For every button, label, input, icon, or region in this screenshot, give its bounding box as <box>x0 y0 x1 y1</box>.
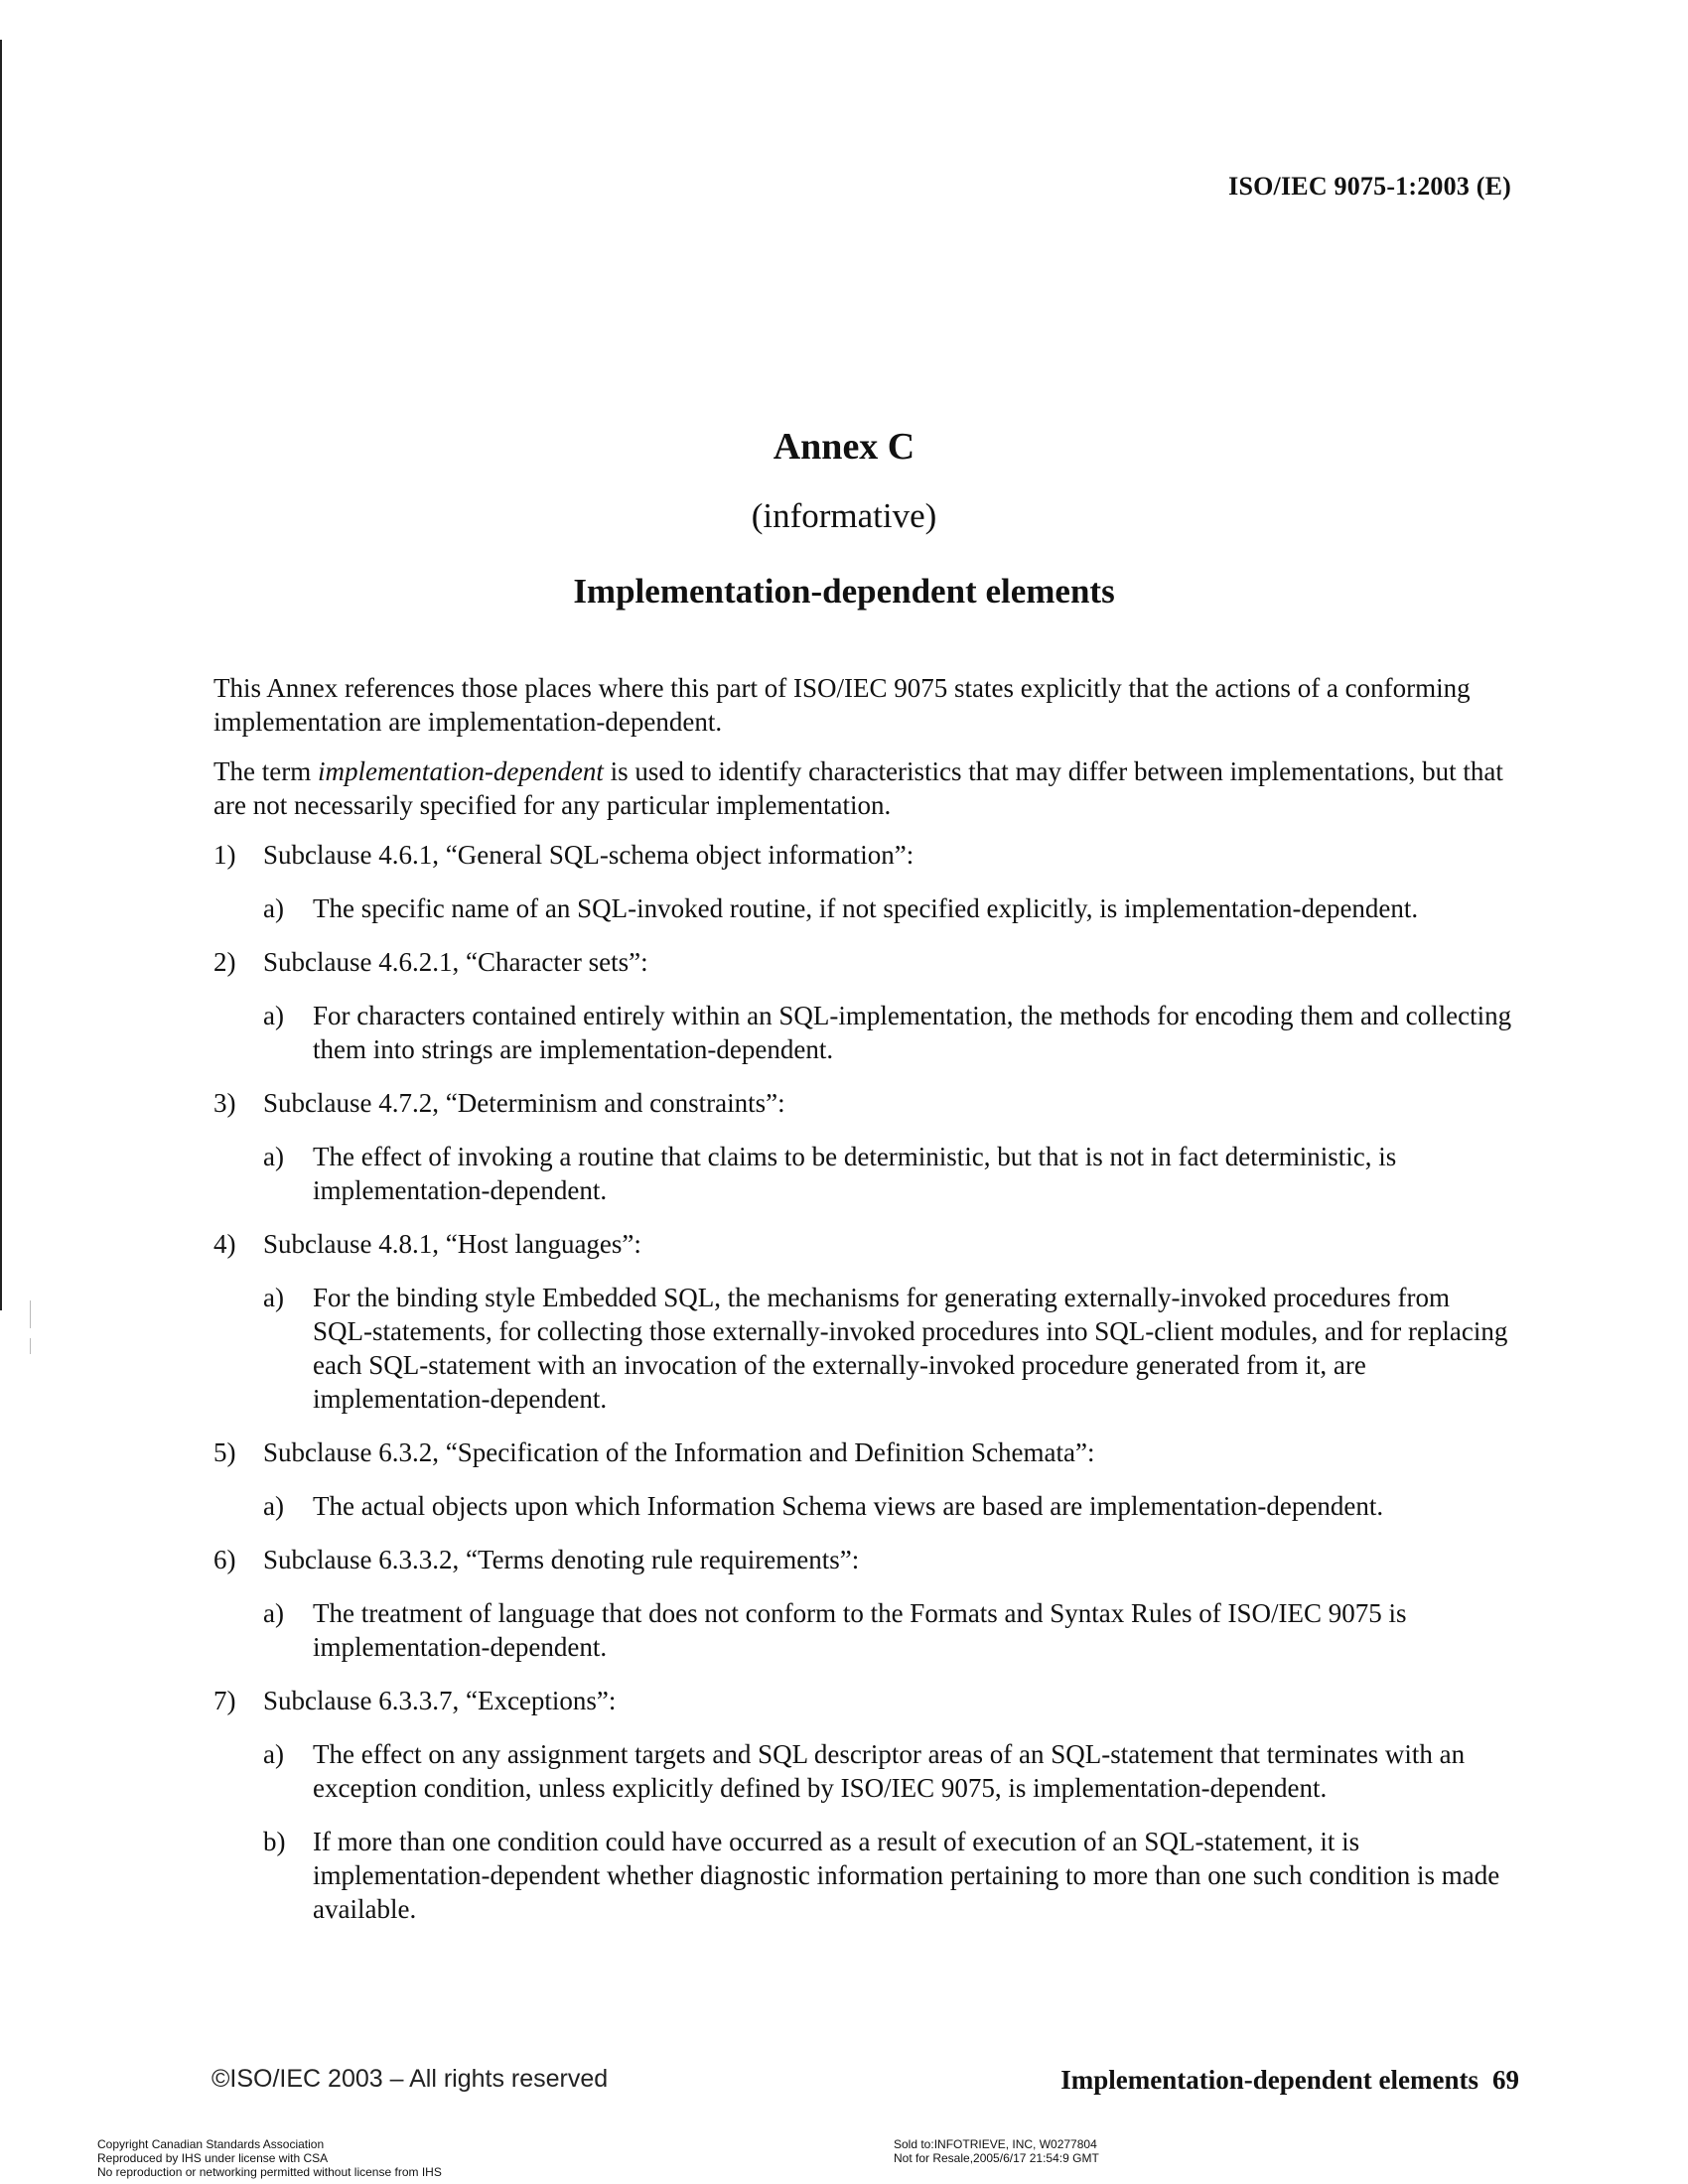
definition-paragraph <box>213 754 1514 822</box>
definition-prefix: The term <box>213 756 318 786</box>
item-text: Subclause 4.7.2, “Determinism and constraints”: <box>263 1088 785 1118</box>
document-id: ISO/IEC 9075-1:2003 (E) <box>1228 172 1511 201</box>
item-text: Subclause 4.8.1, “Host languages”: <box>263 1229 641 1259</box>
list-item <box>213 1684 1514 1717</box>
sub-item-text: The specific name of an SQL-invoked routine, if not specified explicitly, is implementation-dependent. <box>313 893 1419 923</box>
item-number: 7) <box>213 1686 236 1715</box>
list-item <box>213 1086 1514 1120</box>
sub-item-letter: b) <box>263 1827 286 1856</box>
scan-mark <box>30 1300 31 1328</box>
intro-paragraph: This Annex references those places where this part of ISO/IEC 9075 states explicitly that the actions of a conforming implementation are implementation-dependent. <box>213 673 1471 737</box>
item-text: Subclause 6.3.3.2, “Terms denoting rule requirements”: <box>263 1545 860 1574</box>
scan-mark <box>30 1338 31 1354</box>
sub-item-letter: a) <box>263 1142 284 1171</box>
sub-item-text: The treatment of language that does not conform to the Formats and Syntax Rules of ISO/IEC 9075 is implementation-dependent. <box>313 1598 1407 1662</box>
sub-item <box>213 1596 1514 1664</box>
sub-item <box>213 891 1514 925</box>
item-number: 1) <box>213 840 236 870</box>
list-item <box>213 838 1514 872</box>
annex-body <box>213 671 1514 1946</box>
item-number: 5) <box>213 1437 236 1467</box>
sub-item-letter: a) <box>263 1283 284 1312</box>
sub-item <box>213 1825 1514 1926</box>
sub-item-text: The effect on any assignment targets and SQL descriptor areas of an SQL-statement that terminates with an exception condition, unless explicitly defined by ISO/IEC 9075, is implementation-dependent. <box>313 1739 1466 1803</box>
running-footer <box>1060 2065 1519 2096</box>
sub-item-letter: a) <box>263 1739 284 1769</box>
sub-item-text: The effect of invoking a routine that claims to be deterministic, but that is not in fact deterministic, is implementation-dependent. <box>313 1142 1397 1205</box>
sale-line: Sold to:INFOTRIEVE, INC, W0277804 <box>894 2137 1097 2151</box>
list-item <box>213 1543 1514 1576</box>
item-number: 4) <box>213 1229 236 1259</box>
scan-edge-line <box>0 40 2 1310</box>
sub-item-letter: a) <box>263 1491 284 1521</box>
copyright-notice: ©ISO/IEC 2003 – All rights reserved <box>211 2065 609 2093</box>
item-text: Subclause 6.3.2, “Specification of the Information and Definition Schemata”: <box>263 1437 1095 1467</box>
license-line: Reproduced by IHS under license with CSA <box>97 2151 329 2165</box>
sub-item-text: For the binding style Embedded SQL, the mechanisms for generating externally-invoked procedures from SQL-statements, for collecting those externally-invoked procedures into SQL-client modules, and for replacing each SQL-statement with an invocation of the externally-invoked procedure generated from it, are implementation-dependent. <box>313 1283 1508 1414</box>
annex-title: Annex C <box>773 426 915 468</box>
license-line: No reproduction or networking permitted without license from IHS <box>97 2165 442 2179</box>
sub-item-letter: a) <box>263 1001 284 1030</box>
list-item <box>213 945 1514 979</box>
page-number: 69 <box>1492 2065 1519 2095</box>
definition-suffix: is used to identify characteristics that may differ between implementations, but that are not necessarily specified for any particular implementation. <box>213 756 1503 820</box>
item-text: Subclause 6.3.3.7, “Exceptions”: <box>263 1686 617 1715</box>
item-text: Subclause 4.6.1, “General SQL-schema object information”: <box>263 840 914 870</box>
list-item <box>213 1435 1514 1469</box>
footer-section-title: Implementation-dependent elements <box>1060 2065 1478 2095</box>
annex-kind: (informative) <box>751 496 937 535</box>
item-number: 3) <box>213 1088 236 1118</box>
license-notice <box>97 2137 442 2179</box>
sub-item-letter: a) <box>263 893 284 923</box>
sale-notice <box>894 2137 1099 2165</box>
sub-item-text: If more than one condition could have occurred as a result of execution of an SQL-statement, it is implementation-dependent whether diagnostic information pertaining to more than one such condition is made available. <box>313 1827 1500 1924</box>
sub-item <box>213 999 1514 1066</box>
item-number: 2) <box>213 947 236 977</box>
sub-item <box>213 1737 1514 1805</box>
annex-heading: Implementation-dependent elements <box>573 572 1115 611</box>
sub-item-letter: a) <box>263 1598 284 1628</box>
list-item <box>213 1227 1514 1261</box>
item-number: 6) <box>213 1545 236 1574</box>
sub-item <box>213 1281 1514 1416</box>
sale-line: Not for Resale,2005/6/17 21:54:9 GMT <box>894 2151 1099 2165</box>
sub-item <box>213 1140 1514 1207</box>
sub-item-text: The actual objects upon which Information Schema views are based are implementation-dependent. <box>313 1491 1384 1521</box>
sub-item-text: For characters contained entirely within an SQL-implementation, the methods for encoding them and collecting them into strings are implementation-dependent. <box>313 1001 1512 1064</box>
defined-term: implementation-dependent <box>317 756 604 786</box>
item-text: Subclause 4.6.2.1, “Character sets”: <box>263 947 648 977</box>
sub-item <box>213 1489 1514 1523</box>
license-line: Copyright Canadian Standards Association <box>97 2137 325 2151</box>
